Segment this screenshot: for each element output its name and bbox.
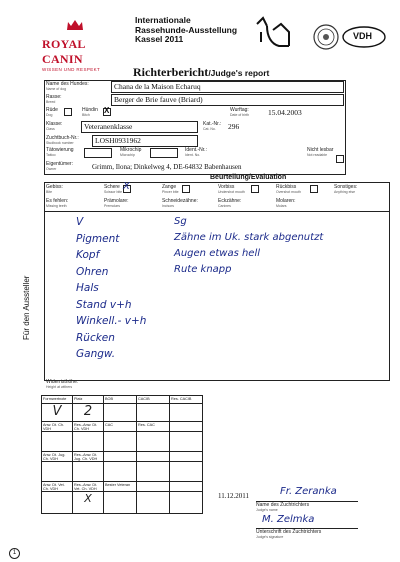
date-value: 11.12.2011	[218, 492, 249, 500]
grade-cell	[170, 492, 203, 514]
judge-name-label: Name des Zuchtrichters Judge's name	[256, 502, 310, 513]
chip-field[interactable]	[150, 148, 178, 158]
grade-cell	[104, 462, 137, 482]
res-cac-cell: Res. CAC	[137, 422, 170, 432]
res-youth-champion-cell: Res.-Anw. Dt. Jug. Ch. VDH	[73, 452, 104, 462]
report-title: Richterbericht/Judge's report	[133, 65, 270, 79]
grade-cell	[42, 432, 73, 452]
class-value: Veteranenklasse	[84, 122, 133, 131]
catno-value: 296	[228, 122, 240, 131]
event-title: Internationale Rassehunde-Ausstellung Kassel 2011	[135, 15, 238, 44]
place-value: 2	[73, 404, 104, 422]
pincer-bite-label: Zange Pincer bite	[162, 184, 179, 195]
owner-value: Grimm, Ilona; Dinkelweg 4, DE-64832 Babenhausen	[92, 163, 242, 171]
dob-label: Wurftag: Date of birth	[230, 107, 250, 118]
grade-cell	[170, 482, 203, 492]
female-label: Hündin Bitch	[82, 107, 98, 118]
grade-cell	[137, 432, 170, 452]
judge-signature-hw: M. Zelmka	[262, 514, 315, 525]
dog-name-label: Name des Hundes: Name of dog	[46, 81, 89, 92]
brand-tagline: WISSEN UND RESPEKT	[42, 67, 101, 72]
res-cacib-header: Res. CACIB	[170, 396, 203, 404]
royal-canin-logo	[42, 16, 108, 72]
vet-mark: X	[73, 492, 104, 514]
grade-cell	[104, 432, 137, 452]
side-label-wrap	[22, 275, 32, 350]
tattoo-label: Tätowierung Tattoo	[46, 147, 74, 158]
cac-cell: CAC	[104, 422, 137, 432]
class-label: Klasse: Class	[46, 121, 63, 132]
undershot-label: Vorbiss Undershot mouth	[218, 184, 245, 195]
height-label: Widerristhöhe: Height at withers	[46, 379, 79, 390]
youth-champion-cell: Anw. Dt. Jug. Ch. VDH	[42, 452, 73, 462]
judge-name-hw: Fr. Zeranka	[280, 486, 337, 497]
crown-icon	[42, 16, 108, 32]
owner-label: Eigentümer: Owner	[46, 161, 73, 172]
res-vet-champion-cell: Res.-Anw. Dt. Vet. Ch. VDH	[73, 482, 104, 492]
scissor-bite-mark: X	[123, 181, 130, 192]
side-label: Für den Aussteller	[22, 275, 31, 340]
catno-label: Kat.-Nr.: Cat. No.	[203, 121, 222, 132]
male-label: Rüde Dog	[46, 107, 58, 118]
breed-label: Rasse: Breed	[46, 94, 62, 105]
fci-seal-icon	[313, 24, 339, 55]
ident-label: Ident.-Nr.: Ident. No.	[185, 147, 207, 158]
bite-label: Gebiss: Bite	[46, 184, 63, 195]
grading-table	[41, 395, 203, 514]
grade-cell	[42, 492, 73, 514]
other-label: Sonstiges: Anything else	[334, 184, 358, 195]
bob-header: BOB	[104, 396, 137, 404]
evaluation-title: Beurteilung/Evaluation	[210, 174, 287, 181]
place-header: Platz	[73, 396, 104, 404]
grade-cell	[170, 462, 203, 482]
grade-cell	[137, 482, 170, 492]
cacib-header: CACIB	[137, 396, 170, 404]
grade-value: V	[42, 404, 73, 422]
grade-cell	[137, 404, 170, 422]
grade-cell	[104, 492, 137, 514]
grade-cell	[137, 492, 170, 514]
not-readable-checkbox[interactable]	[336, 155, 344, 163]
pincer-bite-checkbox[interactable]	[182, 185, 190, 193]
vdh-logo: VDH	[341, 26, 387, 53]
vet-champion-cell: Anw. Dt. Vet. Ch. VDH	[42, 482, 73, 492]
grade-cell	[137, 462, 170, 482]
champion-cell: Anw. Dt. Ch. VDH	[42, 422, 73, 432]
molars-label: Molaren: Molars	[276, 198, 296, 209]
incisors-label: Schneidezähne: Incisors	[162, 198, 198, 209]
handwritten-left: V Pigment Kopf Ohren Hals Stand v+h Winkell.- v+h Rücken Gangw.	[76, 216, 147, 360]
grade-header: Formwertnote	[42, 396, 73, 404]
dog-head-logo-icon	[253, 16, 295, 57]
grade-cell	[170, 422, 203, 432]
brand-name: ROYAL CANIN	[42, 37, 86, 66]
studbook-label: Zuchtbuch-Nr.: Studbook number	[46, 135, 79, 146]
missing-teeth-label: Es fehlen: Missing teeth	[46, 198, 69, 209]
grade-cell	[42, 462, 73, 482]
chip-label: Mikrochip Microchip	[120, 147, 142, 158]
overshot-label: Rückbiss Overshot mouth	[276, 184, 301, 195]
grade-cell	[137, 452, 170, 462]
grade-cell	[73, 462, 104, 482]
res-champion-cell: Res.-Anw. Dt. Ch. VDH	[73, 422, 104, 432]
dog-name-value: Chana de la Maison Echaruq	[114, 82, 201, 91]
canines-label: Eckzähne: Canines	[218, 198, 242, 209]
divider	[44, 211, 389, 212]
best-veteran-cell: Bester Veteran	[104, 482, 137, 492]
female-mark: X	[104, 106, 110, 115]
tattoo-field[interactable]	[84, 148, 112, 158]
overshot-checkbox[interactable]	[310, 185, 318, 193]
dob-value: 15.04.2003	[268, 108, 302, 117]
grade-cell	[104, 404, 137, 422]
scissor-bite-label: Schere Scissor bite	[104, 184, 123, 195]
grade-cell	[170, 404, 203, 422]
grade-cell	[104, 452, 137, 462]
page-number: 1	[9, 548, 20, 559]
premolars-label: Prämolare: Premolars	[104, 198, 129, 209]
grade-cell	[170, 432, 203, 452]
studbook-value: LOSH0931962	[95, 136, 141, 145]
grade-cell	[73, 432, 104, 452]
grade-cell	[170, 452, 203, 462]
not-readable-label: Nicht lesbar Not readable	[307, 147, 334, 158]
judge-signature-label: Unterschrift des Zuchtrichters Judge's signature	[256, 529, 322, 540]
breed-value: Berger de Brie fauve (Briard)	[114, 95, 203, 104]
male-checkbox[interactable]	[64, 108, 72, 116]
handwritten-right: Sg Zähne im Uk. stark abgenutzt Augen etwas hell Rute knapp	[174, 216, 324, 275]
undershot-checkbox[interactable]	[251, 185, 259, 193]
